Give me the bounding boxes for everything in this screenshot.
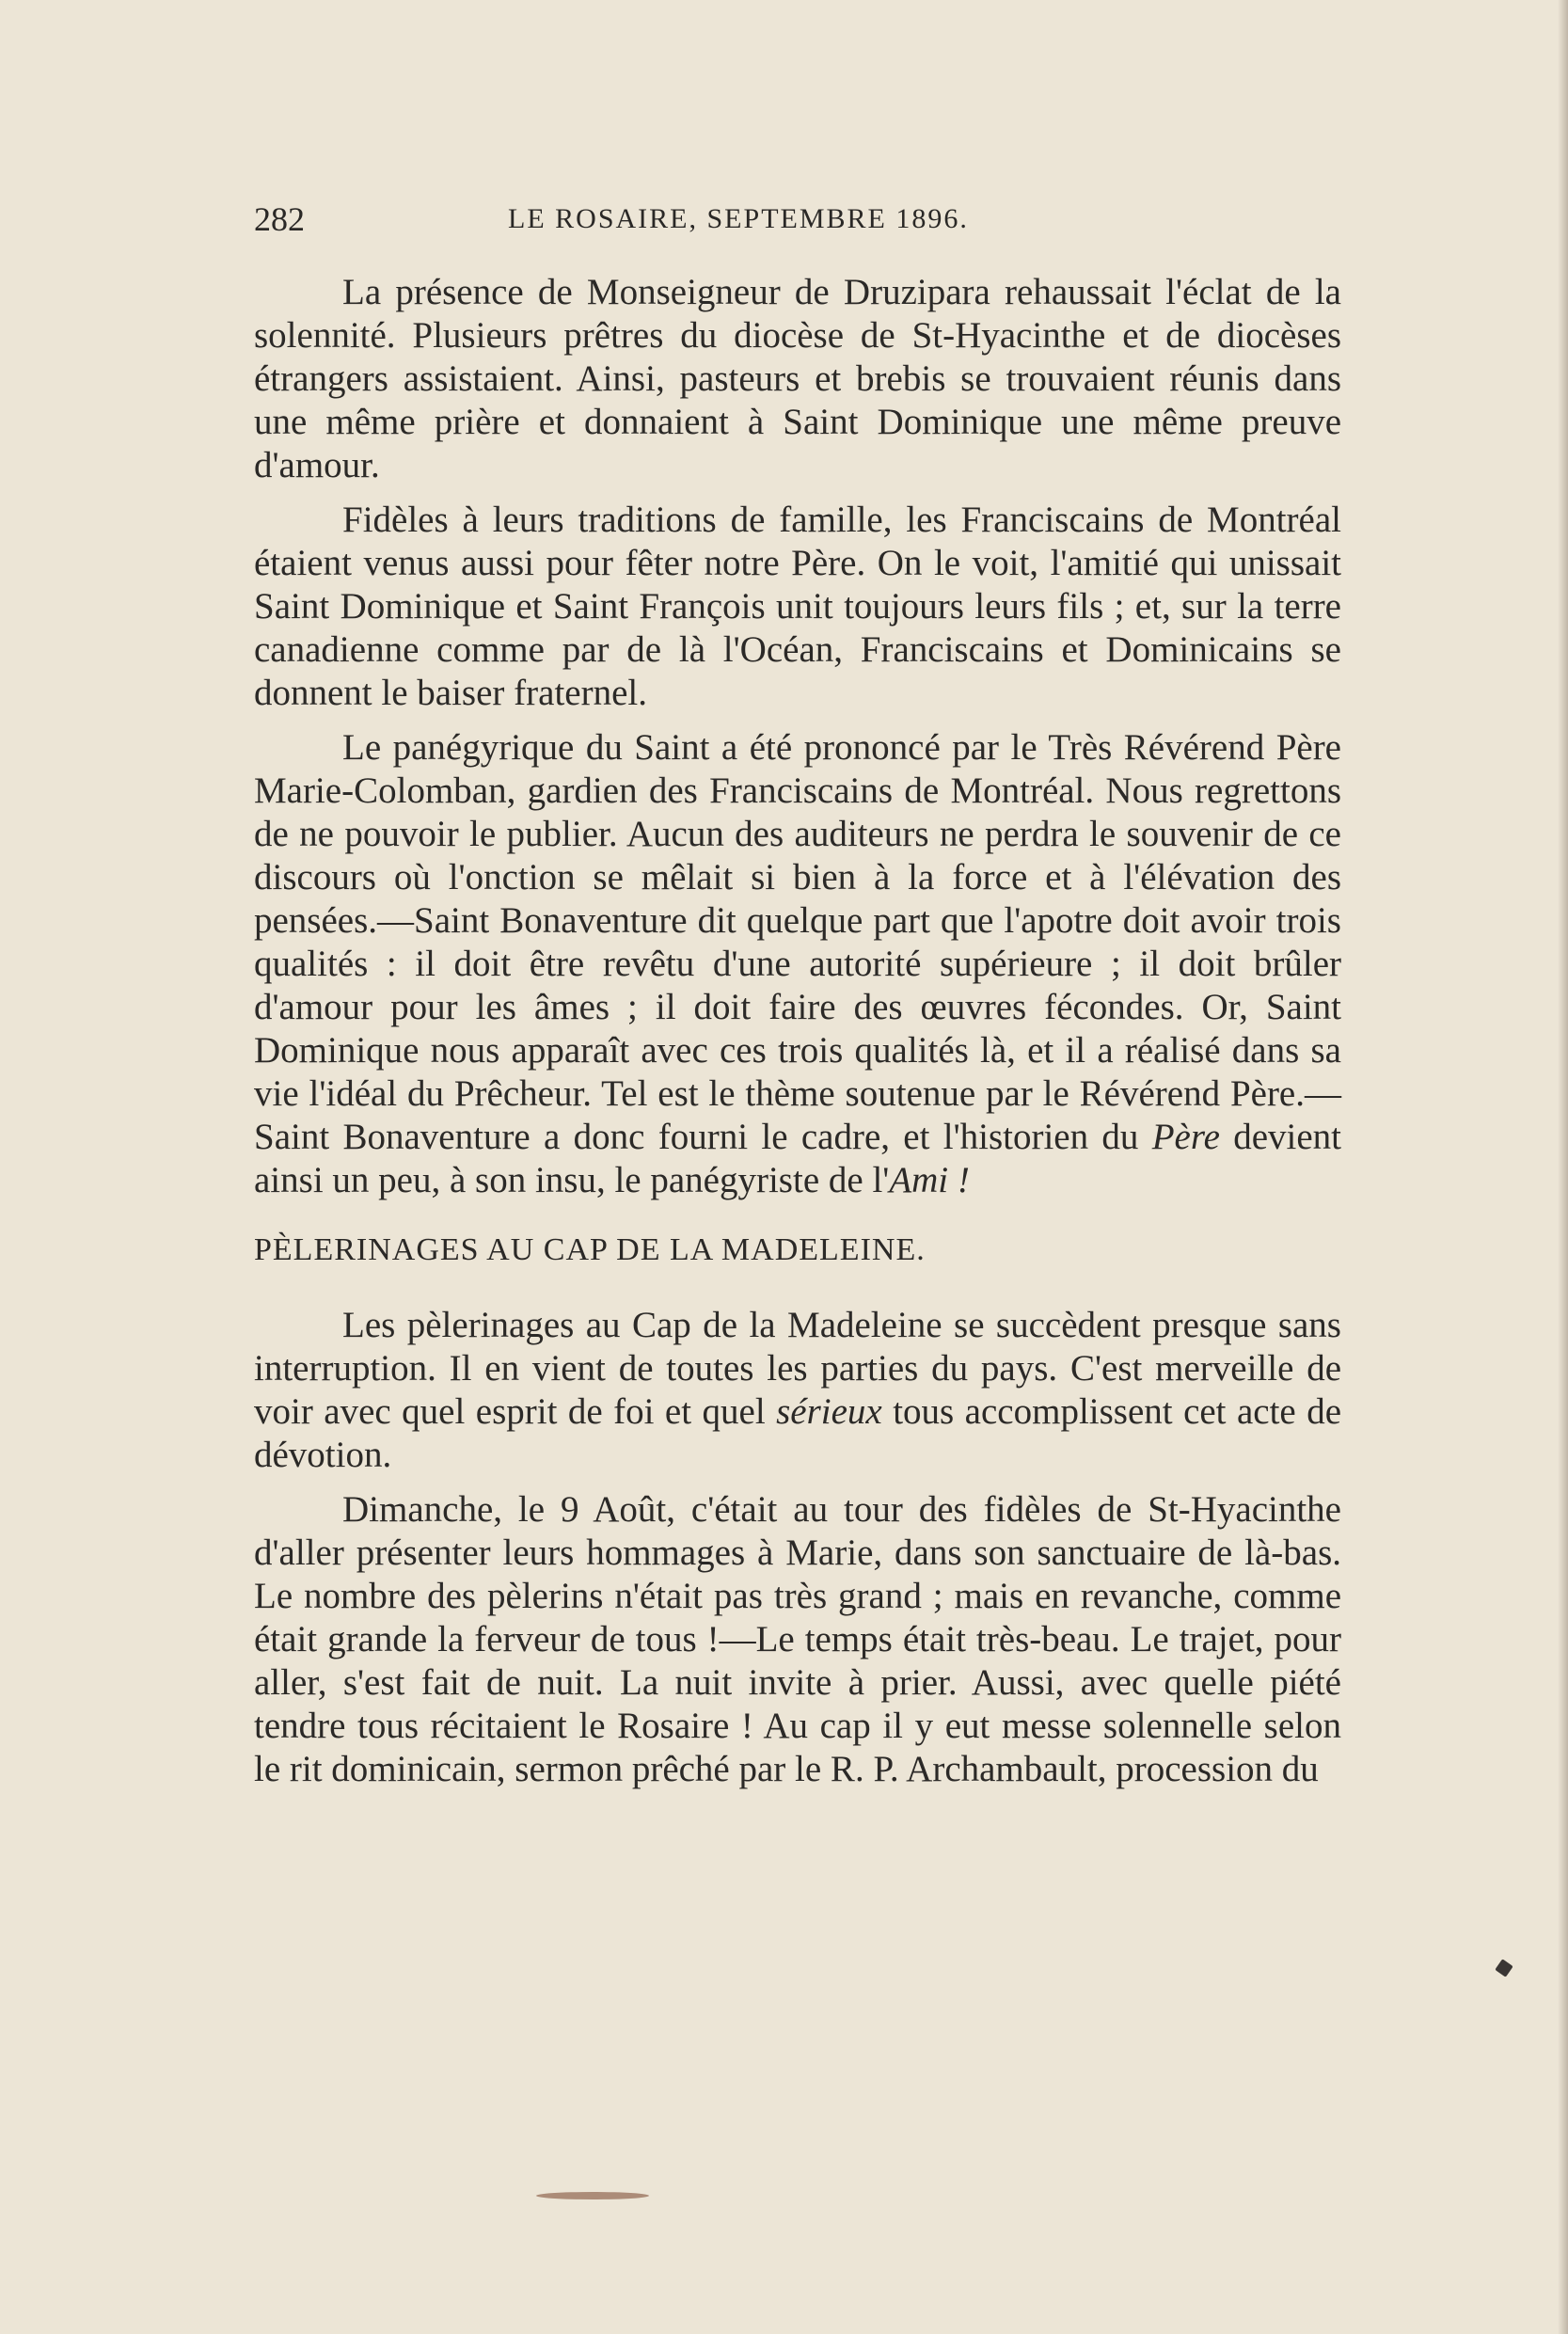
section-heading-text: PÈLERINAGES AU CAP DE LA MADELEINE.	[254, 1232, 926, 1267]
page-number: 282	[254, 200, 305, 238]
section-heading	[254, 1229, 1341, 1272]
paragraph-4-italic-1: sérieux	[776, 1391, 882, 1432]
paragraph-4	[254, 1304, 1341, 1477]
paragraph-3-italic-2: Ami !	[889, 1160, 970, 1200]
paragraph-4-text-2: tous accomplissent cet acte de dévotion.	[254, 1391, 1342, 1475]
page-header	[254, 199, 1082, 250]
paragraph-3-text-2: devient ainsi un peu, à son insu, le panégyriste de l'	[254, 1117, 1342, 1200]
paragraph-1: La présence de Monseigneur de Druzipara rehaussait l'éclat de la solennité. Plusieurs prêtres du diocèse de St-Hyacinthe et de diocèses étrangers assistaient. Ainsi, pasteurs et brebis se trouvaient réunis dans une même prière et donnaient à Saint Dominique une même preuve d'amour.	[254, 272, 1341, 485]
main-text	[254, 271, 1341, 1802]
paragraph-3-text-1: Le panégyrique du Saint a été prononcé par le Très Révérend Père Marie-Colomban, gardien des Franciscains de Montréal. Nous regrettons de ne pouvoir le publier. Aucun des auditeurs ne perdra le souvenir de ce discours où l'onction se mêlait si bien à la force et à l'élévation des pensées.—Saint Bonaventure dit quelque part que l'apotre doit avoir trois qualités : il doit être revêtu d'une autorité supérieure ; il doit brûler d'amour pour les âmes ; il doit faire des œuvres fécondes. Or, Saint Dominique nous apparaît avec ces trois qualités là, et il a réalisé dans sa vie l'idéal du Prêcheur. Tel est le thème soutenue par le Révérend Père.—Saint Bonaventure a donc fourni le cadre, et l'historien du	[254, 727, 1341, 1157]
page-edge-shadow	[1558, 0, 1568, 2334]
margin-mark	[1495, 1959, 1513, 1977]
paragraph-5: Dimanche, le 9 Août, c'était au tour des fidèles de St-Hyacinthe d'aller présenter leurs hommages à Marie, dans son sanctuaire de là-bas. Le nombre des pèlerins n'était pas très grand ; mais en revanche, comme était grande la ferveur de tous !—Le temps était très-beau. Le trajet, pour aller, s'est fait de nuit. La nuit invite à prier. Aussi, avec quelle piété tendre tous récitaient le Rosaire ! Au cap il y eut messe solennelle selon le rit dominicain, sermon prêché par le R. P. Archambault, procession du	[254, 1489, 1341, 1789]
paragraph-3-italic-1: Père	[1151, 1117, 1220, 1157]
running-title: LE ROSAIRE, SEPTEMBRE 1896.	[508, 203, 969, 234]
paragraph-2: Fidèles à leurs traditions de famille, les Franciscains de Montréal étaient venus aussi pour fêter notre Père. On le voit, l'amitié qui unissait Saint Dominique et Saint François unit toujours leurs fils ; et, sur la terre canadienne comme par de là l'Océan, Franciscains et Dominicains se donnent le baiser fraternel.	[254, 500, 1341, 713]
paragraph-3	[254, 726, 1341, 1202]
bottom-stain	[536, 2192, 649, 2199]
paragraph-4-text-1: Les pèlerinages au Cap de la Madeleine se succèdent presque sans interruption. Il en vient de toutes les parties du pays. C'est merveille de voir avec quel esprit de foi et quel	[254, 1305, 1341, 1432]
